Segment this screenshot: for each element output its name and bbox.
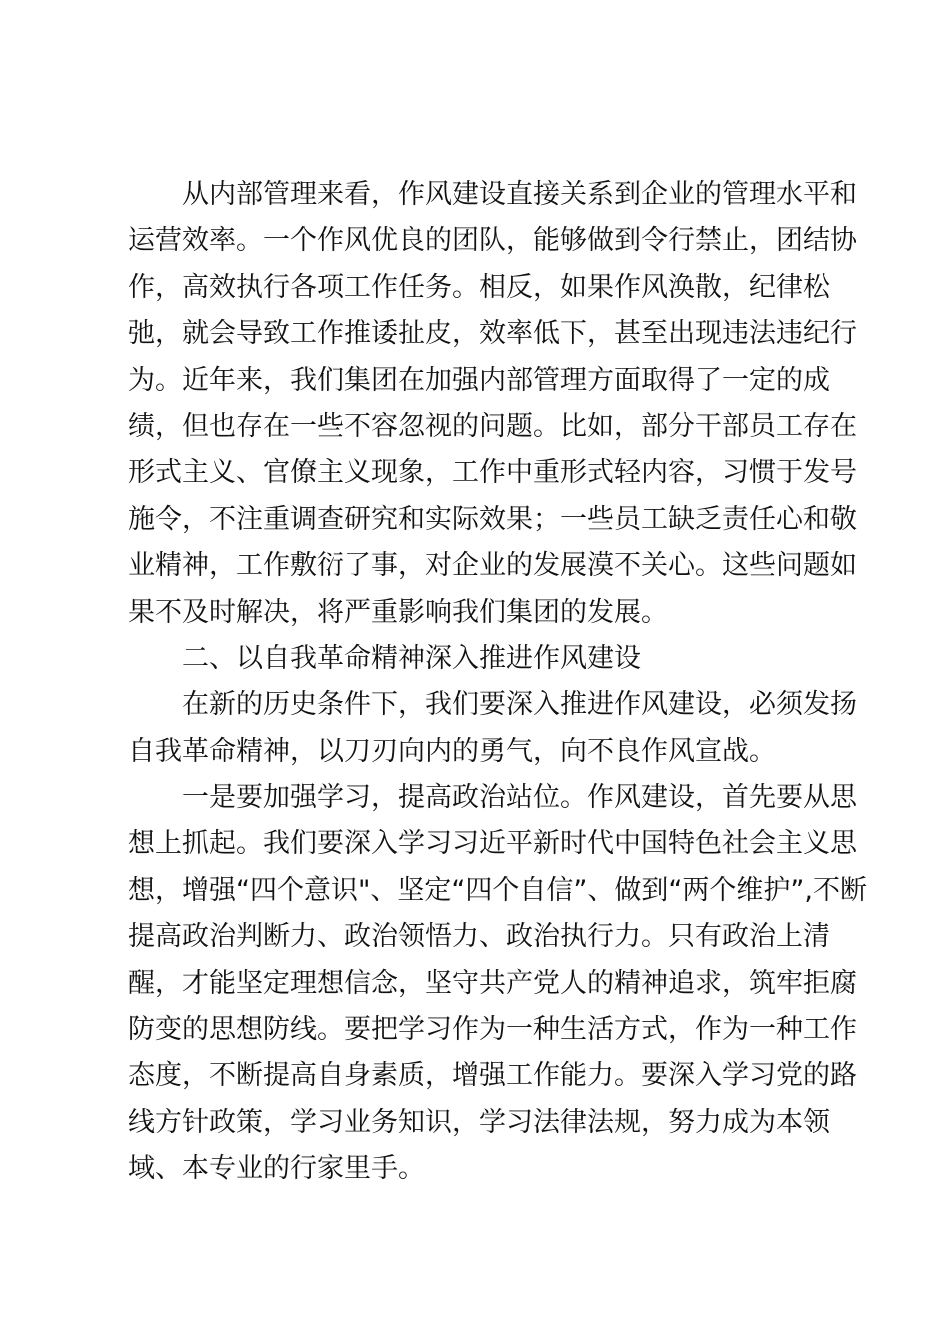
text-line: 绩，但也存在一些不容忽视的问题。比如，部分干部员工存在	[128, 410, 857, 442]
text-line: 想上抓起。我们要深入学习习近平新时代中国特色社会主义思	[128, 828, 857, 860]
text-line: 线方针政策，学习业务知识，学习法律法规，努力成为本领	[128, 1106, 830, 1138]
text-line: 自我革命精神，以刀刃向内的勇气，向不良作风宣战。	[128, 735, 776, 767]
text-line: 在新的历史条件下，我们要深入推进作风建设，必须发扬	[128, 689, 857, 721]
body-text	[128, 172, 867, 1193]
text-line: 想，增强“四个意识"、坚定“四个自信”、做到“两个维护”,不断	[128, 874, 867, 906]
text-line: 作，高效执行各项工作任务。相反，如果作风涣散，纪律松	[128, 271, 830, 303]
text-line: 防变的思想防线。要把学习作为一种生活方式，作为一种工作	[128, 1014, 857, 1046]
text-line: 醒，才能坚定理想信念，坚守共产党人的精神追求，筑牢拒腐	[128, 967, 857, 999]
text-line: 态度，不断提高自身素质，增强工作能力。要深入学习党的路	[128, 1060, 857, 1092]
text-line: 提高政治判断力、政治领悟力、政治执行力。只有政治上清	[128, 921, 830, 953]
text-line: 为。近年来，我们集团在加强内部管理方面取得了一定的成	[128, 364, 830, 396]
section-heading: 二、以自我革命精神深入推进作风建设	[128, 642, 641, 674]
text-line: 形式主义、官僚主义现象，工作中重形式轻内容，习惯于发号	[128, 457, 857, 489]
text-line: 从内部管理来看，作风建设直接关系到企业的管理水平和	[128, 179, 857, 210]
text-line: 运营效率。一个作风优良的团队，能够做到令行禁止，团结协	[128, 225, 857, 257]
text-line: 施令，不注重调查研究和实际效果；一些员工缺乏责任心和敬	[128, 503, 857, 535]
text-line: 弛，就会导致工作推诿扯皮，效率低下，甚至出现违法违纪行	[128, 318, 857, 350]
text-line: 业精神，工作敷衍了事，对企业的发展漠不关心。这些问题如	[128, 550, 857, 582]
text-line: 果不及时解决，将严重影响我们集团的发展。	[128, 596, 668, 628]
text-line: 一是要加强学习，提高政治站位。作风建设，首先要从思	[128, 782, 857, 814]
text-line: 域、本专业的行家里手。	[128, 1153, 425, 1185]
